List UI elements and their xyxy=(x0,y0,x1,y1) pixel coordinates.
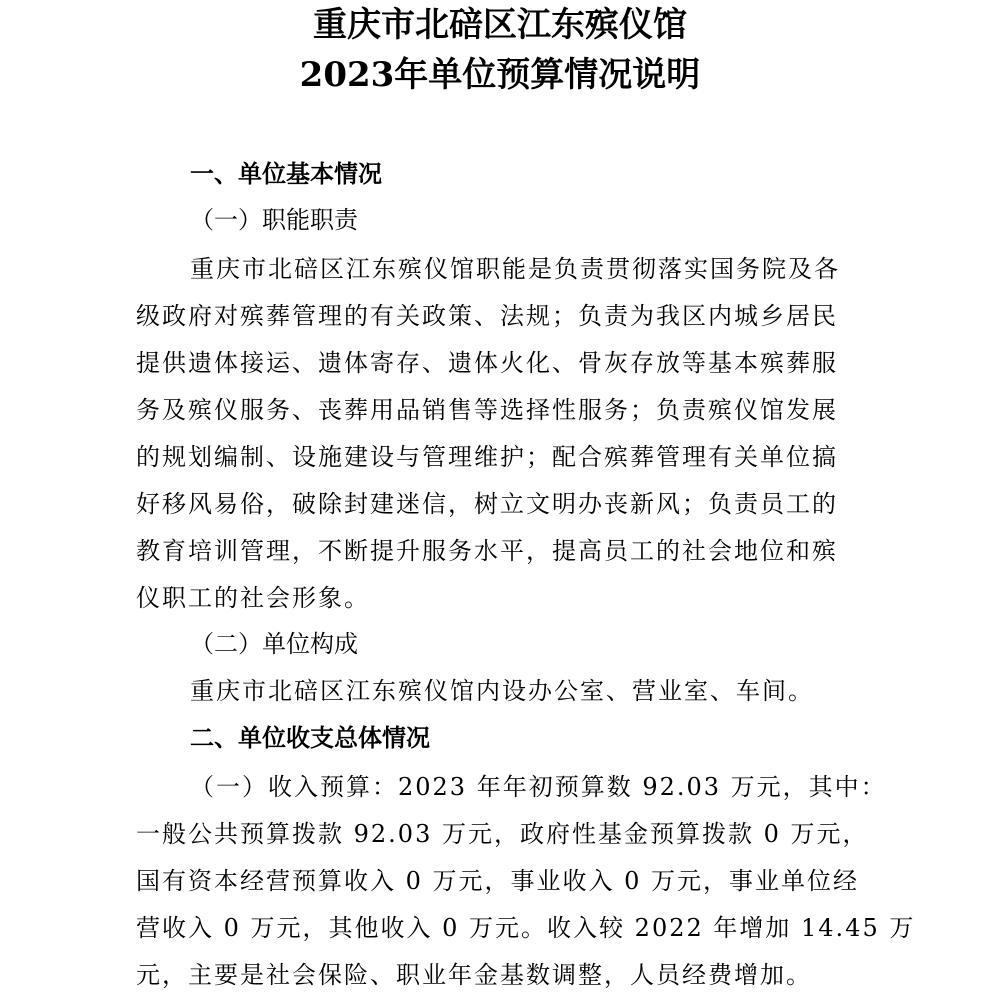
revenue-line-3: 国有资本经营预算收入 0 万元，事业收入 0 万元，事业单位经 xyxy=(136,867,860,895)
functions-line-1: 重庆市北碚区江东殡仪馆职能是负责贯彻落实国务院及各 xyxy=(190,255,840,283)
functions-line-7: 教育培训管理，不断提升服务水平，提高员工的社会地位和殡 xyxy=(136,537,838,565)
structure-paragraph xyxy=(136,668,864,715)
functions-paragraph xyxy=(136,246,864,622)
functions-line-3: 提供遗体接运、遗体寄存、遗体火化、骨灰存放等基本殡葬服 xyxy=(136,349,838,377)
revenue-line-1: （一）收入预算：2023 年年初预算数 92.03 万元，其中： xyxy=(190,773,887,801)
functions-line-2: 级政府对殡葬管理的有关政策、法规；负责为我区内城乡居民 xyxy=(136,302,838,330)
section-1-subheading-functions: （一）职能职责 xyxy=(190,206,358,234)
structure-line-1: 重庆市北碚区江东殡仪馆内设办公室、营业室、车间。 xyxy=(190,677,814,705)
revenue-budget-paragraph xyxy=(136,764,916,999)
functions-line-6: 好移风易俗，破除封建迷信，树立文明办丧新风；负责员工的 xyxy=(136,490,838,518)
functions-line-5: 的规划编制、设施建设与管理维护；配合殡葬管理有关单位搞 xyxy=(136,443,838,471)
document-title-line-1: 重庆市北碚区江东殡仪馆 xyxy=(313,5,687,45)
document-title-line-2: 2023年单位预算情况说明 xyxy=(299,55,701,95)
revenue-line-4: 营收入 0 万元，其他收入 0 万元。收入较 2022 年增加 14.45 万 xyxy=(136,914,916,942)
section-1-subheading-structure: （二）单位构成 xyxy=(190,630,358,658)
revenue-line-2: 一般公共预算拨款 92.03 万元，政府性基金预算拨款 0 万元， xyxy=(136,820,869,848)
functions-line-8: 仪职工的社会形象。 xyxy=(136,584,370,612)
revenue-line-5: 元，主要是社会保险、职业年金基数调整，人员经费增加。 xyxy=(136,961,812,989)
functions-line-4: 务及殡仪服务、丧葬用品销售等选择性服务；负责殡仪馆发展 xyxy=(136,396,838,424)
section-2-heading: 二、单位收支总体情况 xyxy=(190,723,430,752)
section-1-heading: 一、单位基本情况 xyxy=(190,159,382,188)
